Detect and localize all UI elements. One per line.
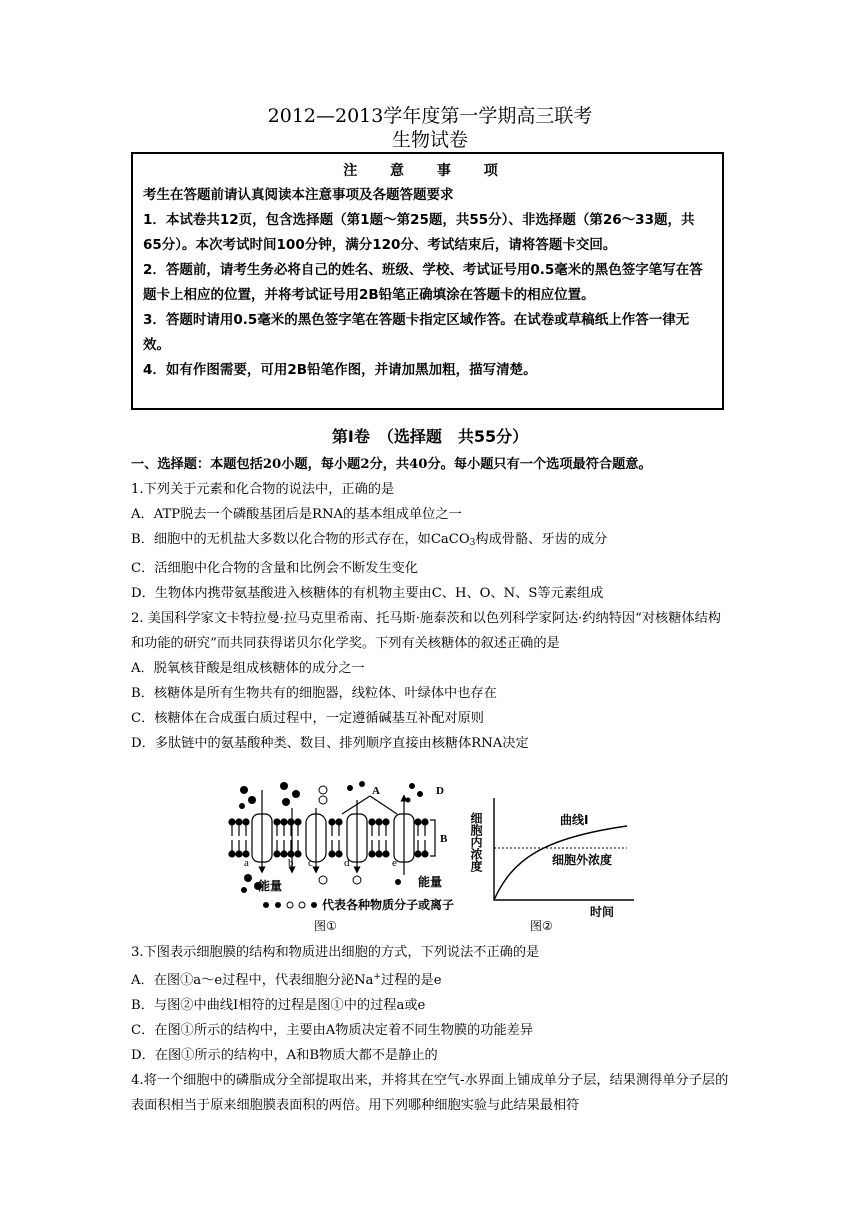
q1-option-a: A．ATP脱去一个磷酸基团后是RNA的基本组成单位之一 xyxy=(131,507,462,522)
q2-option-d: D．多肽链中的氨基酸种类、数目、排列顺序直接由核糖体RNA决定 xyxy=(131,736,529,751)
q1-option-b xyxy=(131,527,731,556)
molecules xyxy=(239,781,423,893)
q3-option-d: D．在图①所示的结构中，A和B物质大都不是静止的 xyxy=(131,1048,438,1063)
q1-b-pre: B．细胞中的无机盐大多数以化合物的形式存在，如CaCO xyxy=(131,532,470,547)
q3-a-sup: + xyxy=(373,972,381,982)
q3-stem-emph: 不正确 xyxy=(473,945,513,960)
questions-block-2 xyxy=(131,940,731,1118)
part-title: 第Ⅰ卷 （选择题 共55分） xyxy=(331,427,529,446)
q2-option-a: A．脱氧核苷酸是组成核糖体的成分之一 xyxy=(131,661,365,676)
q3-stem-pre: 3.下图表示细胞膜的结构和物质进出细胞的方式，下列说法 xyxy=(131,945,474,960)
channel-a: a xyxy=(244,857,249,869)
q2-option-c: C．核糖体在合成蛋白质过程中，一定遵循碱基互补配对原则 xyxy=(131,711,484,726)
q3-option-b: B．与图②中曲线Ⅰ相符的过程是图①中的过程a或e xyxy=(131,998,426,1013)
channel-b: b xyxy=(288,857,294,869)
notice-intro: 考生在答题前请认真阅读本注意事项及各题答题要求 xyxy=(143,187,454,203)
q3-option-a xyxy=(131,965,731,993)
notice-item-1: 1．本试卷共12页，包含选择题（第1题～第25题，共55分）、非选择题（第26～33题，共65分）。本次考试时间100分钟，满分120分、考试结束后，请将答题卡交回。 xyxy=(143,212,695,253)
membrane-figure xyxy=(222,770,642,935)
open-molecules xyxy=(319,786,361,884)
bracket-b xyxy=(430,820,435,856)
lipid-top-row xyxy=(229,819,428,825)
notice-item-2: 2．答题前，请考生务必将自己的姓名、班级、学校、考试证号用0.5毫米的黑色签字笔写在答题卡上相应的位置，并将考试证号用2B铅笔正确填涂在答题卡的相应位置。 xyxy=(143,262,703,303)
legend-text: 代表各种物质分子或离子 xyxy=(322,898,455,912)
notice-item-3: 3．答题时请用0.5毫米的黑色签字笔在答题卡指定区域作答。在试卷或草稿纸上作答一律无效。 xyxy=(143,312,690,353)
notice-item-4: 4．如有作图需要，可用2B铅笔作图，并请加黑加粗，描写清楚。 xyxy=(143,362,537,378)
outside-conc-label: 细胞外浓度 xyxy=(552,853,613,867)
energy-label-1: 能量 xyxy=(258,879,283,893)
channel-d: d xyxy=(344,857,350,869)
y-axis-label: 细胞内浓度 xyxy=(469,812,483,872)
label-D: D xyxy=(436,785,444,797)
q1-option-c: C．活细胞中化合物的含量和比例会不断发生变化 xyxy=(131,561,419,576)
q4-stem: 4.将一个细胞中的磷脂成分全部提取出来，并将其在空气-水界面上铺成单分子层，结果测得单分子层的表面积相当于原来细胞膜表面积的两倍。用下列哪种细胞实验与此结果最相符 xyxy=(131,1073,729,1113)
exam-title: 2012—2013学年度第一学期高三联考 xyxy=(267,105,593,127)
lipid-bottom-row xyxy=(229,851,428,857)
q3-a-pre: A．在图①a～e过程中，代表细胞分泌Na xyxy=(131,973,374,988)
q3-a-post: 过程的是e xyxy=(380,973,442,988)
q3-stem-post: 的是 xyxy=(512,945,540,960)
q2-stem: 2. 美国科学家文卡特拉曼·拉马克里希南、托马斯·施泰茨和以色列科学家阿达·约纳特因“对核糖体结构和功能的研究”而共同获得诺贝尔化学奖。下列有关核糖体的叙述正确的是 xyxy=(131,611,721,651)
notice-heading: 注 意 事 项 xyxy=(343,163,512,179)
q1-stem: 1.下列关于元素和化合物的说法中，正确的是 xyxy=(131,482,395,497)
label-a-lines xyxy=(342,796,397,814)
label-B: B xyxy=(440,833,448,845)
questions-block-1 xyxy=(131,452,731,756)
legend xyxy=(263,897,454,912)
q3-stem xyxy=(131,940,731,965)
channel-e: e xyxy=(392,857,397,869)
fig1-caption: 图① xyxy=(314,919,337,933)
q2-option-b: B．核糖体是所有生物共有的细胞器，线粒体、叶绿体中也存在 xyxy=(131,686,497,701)
section-instructions: 一、选择题：本题包括20小题，每小题2分，共40分。每小题只有一个选项最符合题意。 xyxy=(131,457,652,472)
curve-label: 曲线Ⅰ xyxy=(560,813,589,827)
x-axis-label: 时间 xyxy=(590,905,615,919)
channel-c: c xyxy=(308,857,313,869)
fig2-caption: 图② xyxy=(530,919,553,933)
q1-b-sub: 3 xyxy=(469,538,476,548)
exam-subtitle: 生物试卷 xyxy=(391,129,468,151)
q3-option-c: C．在图①所示的结构中，主要由A物质决定着不同生物膜的功能差异 xyxy=(131,1023,534,1038)
energy-label-2: 能量 xyxy=(418,875,443,889)
notice-box xyxy=(131,152,724,410)
label-A: A xyxy=(372,785,380,797)
membrane-diagram xyxy=(229,790,435,875)
q1-b-post: 构成骨骼、牙齿的成分 xyxy=(475,532,608,547)
q1-option-d: D．生物体内携带氨基酸进入核糖体的有机物主要由C、H、O、N、S等元素组成 xyxy=(131,586,604,601)
lipid-tails xyxy=(232,825,425,851)
